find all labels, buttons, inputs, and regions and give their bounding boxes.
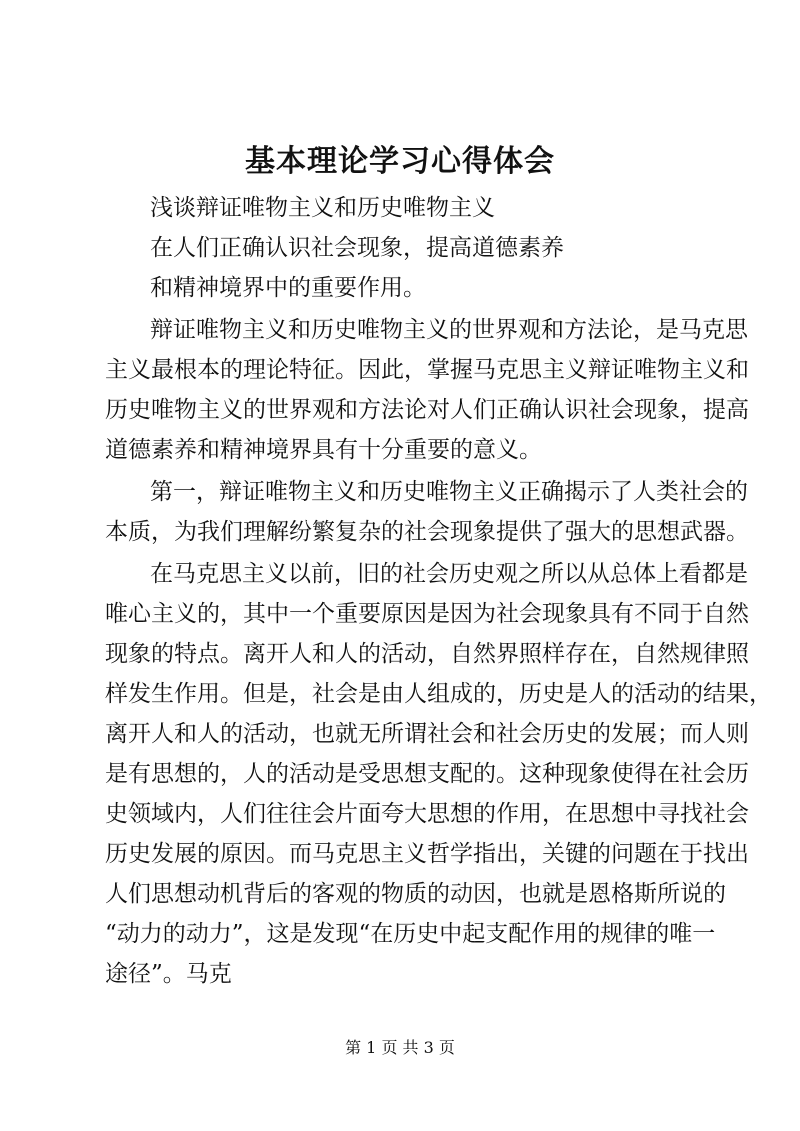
paragraph-line: 离开人和人的活动，也就无所谓社会和社会历史的发展；而人则 <box>105 721 749 747</box>
paragraph-line: 第一，辩证唯物主义和历史唯物主义正确揭示了人类社会的 <box>150 479 748 505</box>
paragraph-line: 人们思想动机背后的客观的物质的动因，也就是恩格斯所说的 <box>105 881 726 907</box>
paragraph-line: 主义最根本的理论特征。因此，掌握马克思主义辩证唯物主义和 <box>105 357 749 383</box>
document-title: 基本理论学习心得体会 <box>245 144 555 179</box>
page-number-footer: 第 1 页 共 3 页 <box>345 1038 455 1057</box>
paragraph-line: 历史发展的原因。而马克思主义哲学指出，关键的问题在于找出 <box>105 841 749 867</box>
paragraph-line: 辩证唯物主义和历史唯物主义的世界观和方法论，是马克思 <box>150 317 748 343</box>
paragraph-line: 途径”。马克 <box>105 961 232 987</box>
subtitle-line: 浅谈辩证唯物主义和历史唯物主义 <box>150 195 495 221</box>
paragraph-line: 本质，为我们理解纷繁复杂的社会现象提供了强大的思想武器。 <box>105 519 749 545</box>
paragraph-line: 道德素养和精神境界具有十分重要的意义。 <box>105 437 542 463</box>
paragraph-line: 是有思想的，人的活动是受思想支配的。这种现象使得在社会历 <box>105 761 749 787</box>
paragraph-line: 史领域内，人们往往会片面夸大思想的作用，在思想中寻找社会 <box>105 801 749 827</box>
paragraph-line: 历史唯物主义的世界观和方法论对人们正确认识社会现象，提高 <box>105 397 749 423</box>
subtitle-line: 在人们正确认识社会现象，提高道德素养 <box>150 235 564 261</box>
paragraph-line: 唯心主义的，其中一个重要原因是因为社会现象具有不同于自然 <box>105 601 749 627</box>
paragraph-line: 在马克思主义以前，旧的社会历史观之所以从总体上看都是 <box>150 561 748 587</box>
paragraph-line: 样发生作用。但是，社会是由人组成的，历史是人的活动的结果， <box>105 681 772 707</box>
paragraph-line: “动力的动力”，这是发现“在历史中起支配作用的规律的唯一 <box>105 921 716 947</box>
paragraph-line: 现象的特点。离开人和人的活动，自然界照样存在，自然规律照 <box>105 641 749 667</box>
subtitle-line: 和精神境界中的重要作用。 <box>150 275 426 301</box>
